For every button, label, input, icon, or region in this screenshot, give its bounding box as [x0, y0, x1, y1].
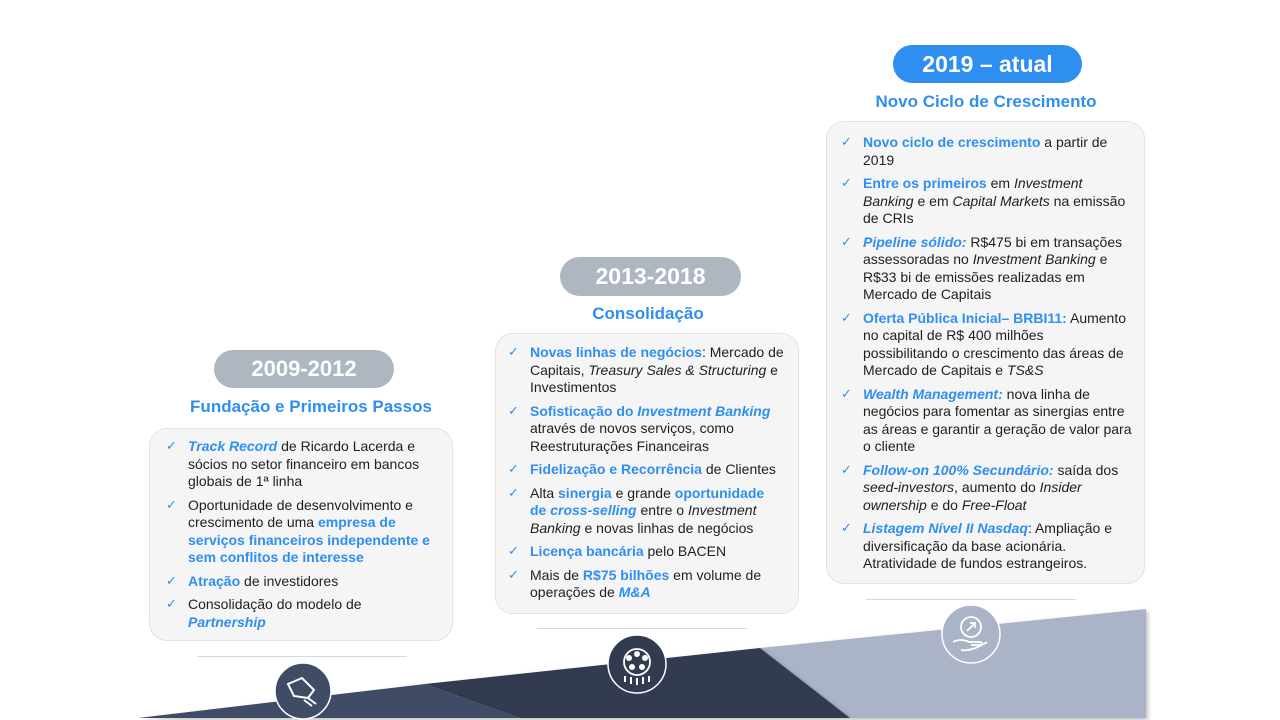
list-item: ✓ Fidelização e Recorrência de Clientes [508, 461, 776, 477]
check-icon: ✓ [841, 462, 852, 478]
check-icon: ✓ [508, 544, 519, 559]
list-item: ✓ Pipeline sólido: R$475 bi em transações assessoradas no Investment Banking e R$33 bi de emissões realizadas em Mercado de Capitais [841, 233, 1123, 302]
list-item: ✓ Licença bancária pelo BACEN [508, 543, 727, 559]
check-icon: ✓ [841, 521, 852, 536]
team-icon [607, 634, 667, 694]
growth-hand-icon [941, 604, 1001, 664]
check-icon: ✓ [841, 386, 852, 402]
phase-title-foundation: Fundação e Primeiros Passos [190, 397, 432, 416]
list-item: ✓ Atração de investidores [166, 572, 339, 589]
list-item: ✓ Novo ciclo de crescimento a partir de 2019 [841, 134, 1108, 168]
phase-title-consolidation: Consolidação [592, 304, 704, 323]
check-icon: ✓ [841, 234, 852, 250]
phase-card-consolidation [495, 333, 799, 614]
divider-line [197, 656, 407, 657]
list-item: ✓ Entre os primeiros em Investment Banking e em Capital Markets na emissão de CRIs [841, 175, 1126, 226]
phase-title-new-growth: Novo Ciclo de Crescimento [875, 92, 1097, 111]
list-item: ✓ Sofisticação do Investment Banking através de novos serviços, como Reestruturações Financeiras [508, 402, 771, 454]
list-item: ✓ Novas linhas de negócios: Mercado de Capitais, Treasury Sales & Structuring e Investimentos [508, 344, 784, 395]
divider-line [866, 599, 1076, 600]
list-item: ✓ Track Record de Ricardo Lacerda e sócios no setor financeiro em bancos globais de 1ª linha [166, 438, 420, 489]
list-item: ✓ Mais de R$75 bilhões em volume de operações de M&A [508, 566, 762, 600]
handshake-icon [274, 662, 332, 720]
check-icon: ✓ [166, 497, 177, 513]
period-badge-2013-2018: 2013-2018 [560, 257, 741, 296]
check-icon: ✓ [508, 345, 519, 360]
period-badge-2009-2012: 2009-2012 [214, 350, 394, 388]
phase-card-foundation [149, 428, 453, 641]
check-icon: ✓ [508, 403, 519, 419]
divider-line [537, 628, 747, 629]
check-icon: ✓ [166, 439, 177, 454]
check-icon: ✓ [508, 462, 519, 477]
check-icon: ✓ [841, 176, 852, 191]
check-icon: ✓ [841, 135, 852, 150]
check-icon: ✓ [166, 597, 177, 612]
list-item: ✓ Alta sinergia e grande oportunidade de cross-selling entre o Investment Banking e novas linhas de negócios [508, 484, 765, 536]
list-item: ✓ Wealth Management: nova linha de negócios para fomentar as sinergias entre as áreas e garantir a geração de valor para o cliente [841, 385, 1132, 454]
check-icon: ✓ [508, 567, 519, 583]
period-badge-2019-atual: 2019 – atual [893, 45, 1082, 83]
check-icon: ✓ [508, 485, 519, 501]
list-item: ✓ Oferta Pública Inicial– BRBI11: Aumento no capital de R$ 400 milhões possibilitando o crescimento das áreas de Mercado de Capitais e TS&S [841, 309, 1127, 378]
list-item: ✓ Follow-on 100% Secundário: saída dos seed-investors, aumento do Insider ownership e do Free-Float [841, 461, 1119, 513]
check-icon: ✓ [166, 573, 177, 589]
list-item: ✓ Consolidação do modelo de Partnership [166, 596, 362, 630]
list-item: ✓ Listagem Nível II Nasdaq: Ampliação e diversificação da base acionária. Atratividade de fundos estrangeiros. [841, 520, 1113, 571]
list-item: ✓ Oportunidade de desenvolvimento e crescimento de uma empresa de serviços financeiros independente e sem conflitos de interesse [166, 496, 430, 565]
phase-card-new-growth [826, 121, 1145, 584]
check-icon: ✓ [841, 310, 852, 326]
